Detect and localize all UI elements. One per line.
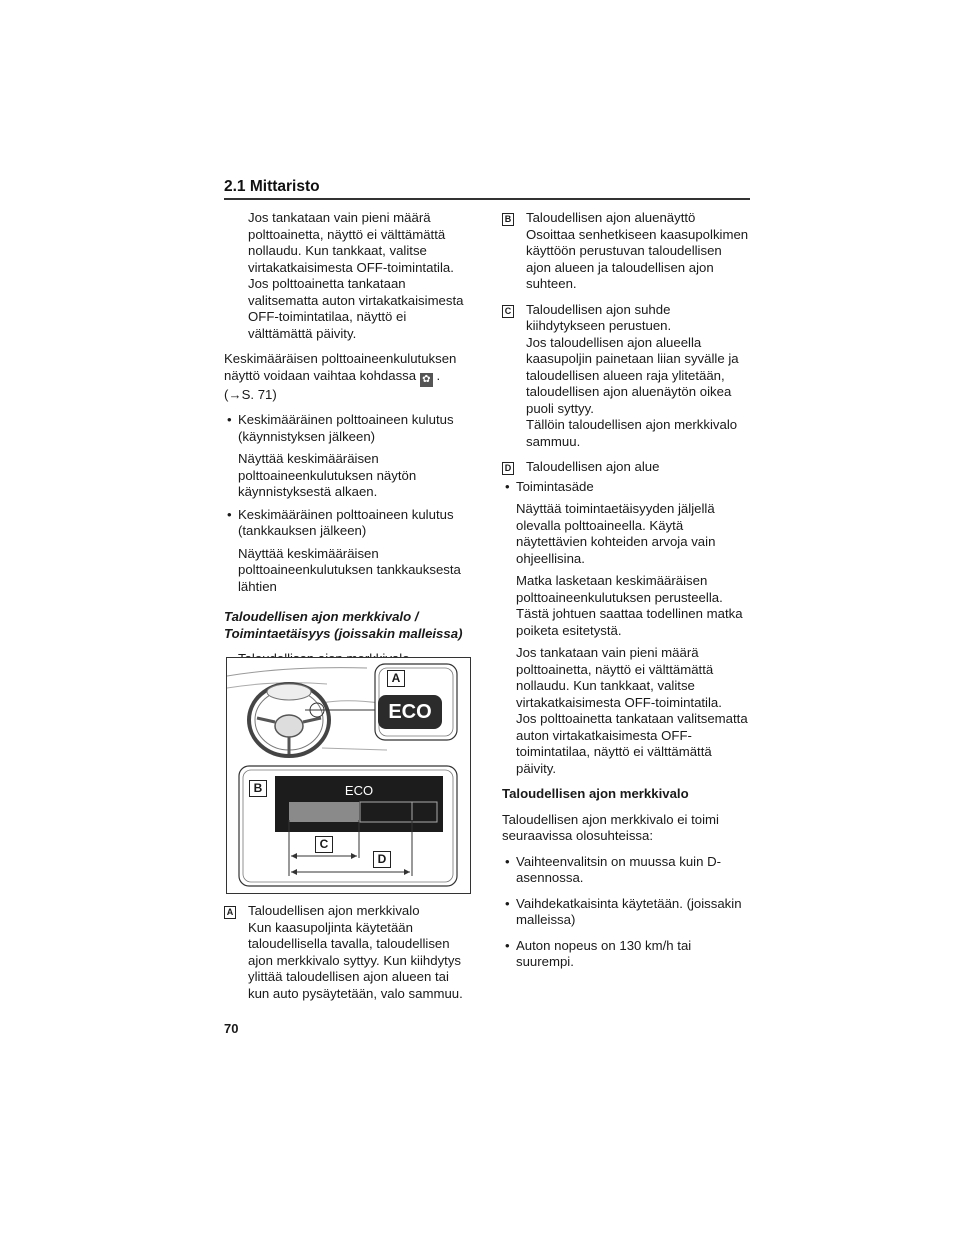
condition-3: • Auton nopeus on 130 km/h tai suurempi. [502,938,750,971]
range-paragraph-1: Näyttää toimintaetäisyyden jäljellä olevalla polttoaineella. Käytä näytettävien kohteiden arvoja vain ohjeellisina. [516,501,716,566]
item-b [502,210,750,293]
eco-indicator-figure [226,657,471,894]
item-d-title: Taloudellisen ajon alue [526,459,660,474]
tag-d: D [502,462,514,475]
avg-consumption-after: . [436,367,441,383]
item-d [502,459,750,476]
intro-paragraph-1: Jos tankataan vain pieni määrä polttoainetta, näyttö ei välttämättä nollaudu. Kun tankkaat, valitse virtakatkaisimesta OFF-toimintatila. [248,210,454,275]
item-b-body: Osoittaa senhetkiseen kaasupolkimen käyttöön perustuvan taloudellisen ajon alueen ja taloudellisen ajon suhteen. [526,226,749,291]
left-column [224,210,472,668]
avg-consumption-paragraph [224,351,472,403]
tag-b: B [502,213,514,226]
item-a [224,903,472,1002]
page-number: 70 [224,1021,239,1036]
avg-consumption-text: Keskimääräisen polttoaineenkulutuksen näyttö voidaan vaihtaa kohdassa [224,351,457,383]
range-paragraph-2: Matka lasketaan keskimääräisen polttoaineenkulutuksen perusteella. Tästä johtuen saattaa todellinen matka poiketa esitetystä. [516,573,743,638]
bullet-avg-since-start-body: Näyttää keskimääräisen polttoaineenkulutuksen näytön käynnistyksestä alkaen. [238,451,417,499]
section-divider [224,198,750,200]
range-paragraph-4: Jos polttoainetta tankataan valitsematta auton virtakatkaisimesta OFF-toimintatilaa, näyttö ei välttämättä päivity. [516,711,748,776]
intro-paragraph-2: Jos polttoainetta tankataan valitsematta auton virtakatkaisimesta OFF-toimintatilaa, näyttö ei välttämättä päivity. [248,276,464,341]
bullet-avg-since-refuel: • Keskimääräinen polttoaineen kulutus (tankkauksen jälkeen) [224,507,472,540]
item-a-body: Kun kaasupoljinta käytetään taloudellisella tavalla, taloudellisen ajon merkkivalo syttyy. Kun kiihdytys ylittää taloudellisen ajon alueen tai kun auto pysäytetään, valo sammuu. [248,919,463,1001]
eco-light-heading: Taloudellisen ajon merkkivalo [502,786,689,801]
condition-2: • Vaihdekatkaisinta käytetään. (joissakin malleissa) [502,896,750,929]
tag-a: A [224,906,236,919]
item-c-title: Taloudellisen ajon suhde kiihdytykseen perustuen. [526,301,672,333]
condition-1: • Vaihteenvalitsin on muussa kuin D-asennossa. [502,854,750,887]
item-c-body-2: Tällöin taloudellisen ajon merkkivalo sammuu. [526,417,738,449]
item-a-title: Taloudellisen ajon merkkivalo [248,903,420,918]
right-column [502,210,750,971]
eco-light-intro: Taloudellisen ajon merkkivalo ei toimi seuraavissa olosuhteissa: [502,811,719,843]
page-reference-link[interactable]: (→S. 71) [224,386,277,402]
steering-wheel-icon [249,684,329,756]
figure-label-d: D [373,851,391,868]
bullet-avg-since-start: • Keskimääräinen polttoaineen kulutus (käynnistyksen jälkeen) [224,412,472,445]
eco-badge: ECO [378,695,442,729]
dashboard-illustration [227,658,470,893]
eco-indicator-heading: Taloudellisen ajon merkkivalo / Toimintaetäisyys (joissakin malleissa) [224,609,463,641]
eco-zone-display-label: ECO [344,783,374,798]
section-title: 2.1 Mittaristo [224,178,320,195]
settings-gear-icon: ✿ [420,373,433,387]
item-b-title: Taloudellisen ajon aluenäyttö [526,210,696,225]
range-paragraph-3: Jos tankataan vain pieni määrä polttoainetta, näyttö ei välttämättä nollaudu. Kun tankkaat, valitse virtakatkaisimesta OFF-toimintatila. [516,645,722,710]
figure-label-c: C [315,836,333,853]
figure-label-b: B [249,780,267,797]
tag-c: C [502,305,514,318]
item-c-body-1: Jos taloudellisen ajon alueella kaasupoljin painetaan liian syvälle ja taloudellisen alueen raja ylitetään, taloudellisen ajon aluenäytön oikea puoli syttyy. [526,334,739,416]
figure-label-a: A [387,670,405,687]
item-c [502,302,750,451]
bullet-range: • Toimintasäde [502,479,750,496]
bullet-avg-since-refuel-body: Näyttää keskimääräisen polttoaineenkulutuksen tankkauksesta lähtien [238,545,461,594]
